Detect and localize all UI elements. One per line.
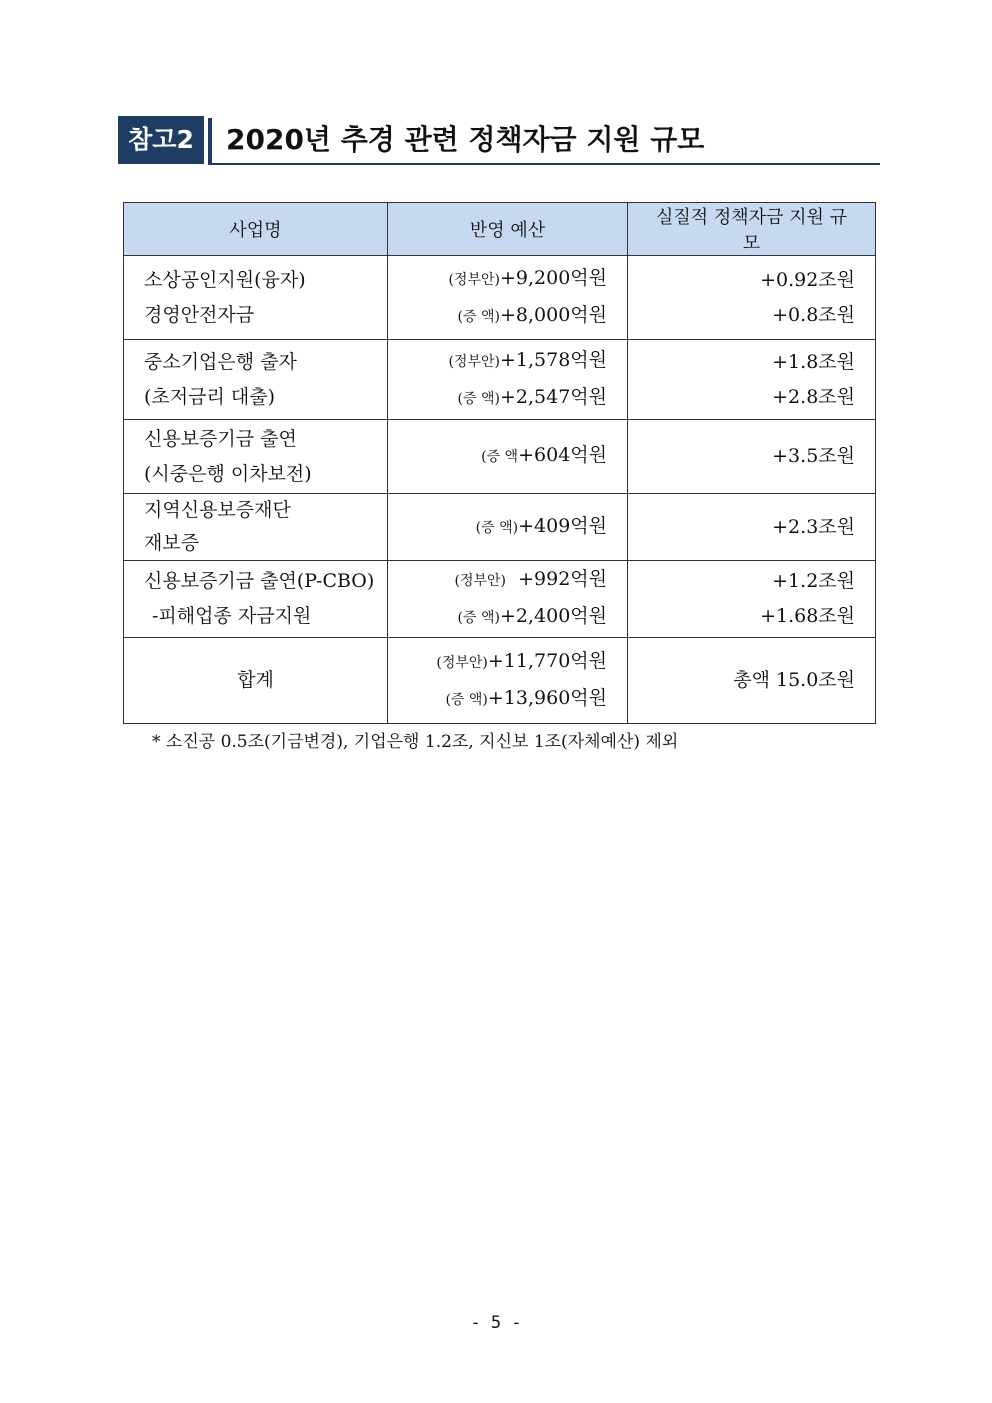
budget-tag: (증 액)	[457, 610, 500, 626]
budget-amount: +992억원	[506, 568, 607, 590]
scale-cell	[628, 256, 876, 340]
scale-value: +2.3조원	[772, 515, 855, 538]
budget-tag: (정부안)	[448, 353, 500, 370]
scale-cell	[628, 340, 876, 420]
header-budget: 반영 예산	[388, 203, 628, 256]
scale-value: +1.68조원	[760, 605, 855, 627]
total-row	[124, 638, 876, 724]
table-row	[124, 420, 876, 494]
budget-tag: (증 액)	[457, 390, 500, 407]
business-name-line: 지역신용보증재단	[144, 499, 291, 521]
budget-amount: +604억원	[518, 444, 607, 466]
scale-value: +0.92조원	[760, 268, 855, 291]
business-name-cell	[124, 420, 388, 494]
budget-tag: (증 액)	[445, 691, 488, 708]
budget-cell	[388, 256, 628, 340]
business-name-line: (시중은행 이차보전)	[144, 462, 312, 485]
budget-tag: (정부안)	[448, 271, 500, 288]
scale-value: +2.8조원	[772, 385, 855, 408]
reference-badge: 참고2	[118, 116, 204, 164]
budget-cell	[388, 494, 628, 561]
budget-amount: +1,578억원	[499, 348, 607, 371]
business-name-line: 경영안전자금	[144, 303, 255, 326]
page-number: - 5 -	[470, 1313, 522, 1333]
scale-cell	[628, 420, 876, 494]
budget-amount: +2,400억원	[499, 605, 607, 627]
total-label: 합계	[237, 669, 274, 691]
business-name-cell	[124, 340, 388, 420]
scale-value: +0.8조원	[772, 303, 855, 326]
budget-tag: (증 액)	[457, 308, 500, 325]
section-header	[118, 116, 880, 166]
header-business-name: 사업명	[124, 203, 388, 256]
scale-value: +1.2조원	[772, 570, 855, 592]
business-name-cell	[124, 561, 388, 638]
budget-amount: +9,200억원	[499, 266, 607, 289]
budget-tag: (정부안)	[436, 654, 488, 671]
budget-amount: +13,960억원	[487, 686, 607, 709]
budget-amount: +409억원	[518, 514, 607, 537]
business-name-line: 신용보증기금 출연	[144, 427, 297, 450]
business-name-line: 소상공인지원(융자)	[144, 268, 306, 291]
header-actual-scale: 실질적 정책자금 지원 규모	[628, 203, 876, 256]
scale-cell	[628, 638, 876, 724]
budget-amount: +11,770억원	[487, 649, 607, 672]
budget-tag: (정부안)	[454, 573, 507, 589]
business-name-cell	[124, 494, 388, 561]
budget-cell	[388, 420, 628, 494]
budget-amount: +8,000억원	[499, 303, 607, 326]
budget-amount: +2,547억원	[499, 385, 607, 408]
business-name-cell	[124, 256, 388, 340]
scale-value: +3.5조원	[772, 445, 855, 467]
page-title: 2020년 추경 관련 정책자금 지원 규모	[226, 123, 705, 156]
budget-cell	[388, 340, 628, 420]
table-row	[124, 494, 876, 561]
policy-fund-table	[123, 202, 876, 724]
business-name-line: 중소기업은행 출자	[144, 350, 297, 373]
scale-value: +1.8조원	[772, 350, 855, 373]
business-name-line: 재보증	[144, 532, 200, 554]
table-row	[124, 256, 876, 340]
total-label-cell	[124, 638, 388, 724]
business-name-line: 신용보증기금 출연(P-CBO)	[144, 570, 375, 592]
budget-tag: (증 액)	[475, 519, 519, 536]
scale-cell	[628, 561, 876, 638]
table-header-row	[124, 203, 876, 256]
scale-value: 총액 15.0조원	[733, 669, 855, 691]
budget-tag: (증 액	[481, 449, 519, 465]
business-name-line: (초저금리 대출)	[144, 385, 275, 408]
footnote: * 소진공 0.5조(기금변경), 기업은행 1.2조, 지신보 1조(자체예산) 제외	[152, 732, 679, 752]
title-underline	[208, 163, 880, 165]
business-name-line: -피해업종 자금지원	[152, 605, 312, 627]
table-row	[124, 340, 876, 420]
table-row	[124, 561, 876, 638]
badge-divider	[208, 118, 212, 164]
budget-cell	[388, 638, 628, 724]
budget-cell	[388, 561, 628, 638]
scale-cell	[628, 494, 876, 561]
